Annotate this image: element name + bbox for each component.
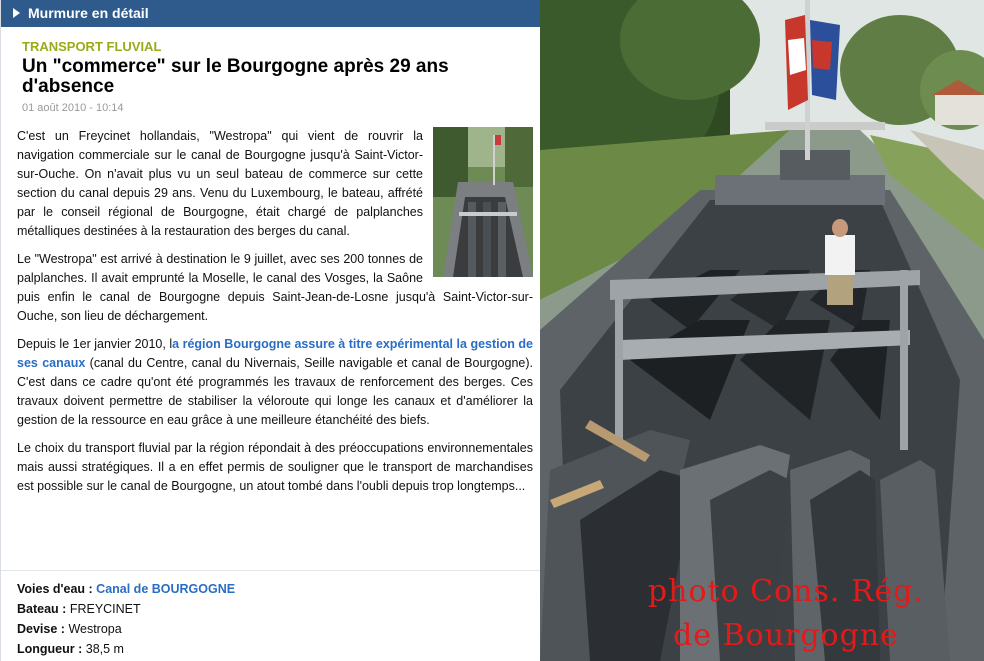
barge-photo (540, 0, 984, 661)
region-link[interactable]: a région Bourgogne assure à titre expérimental la gestion de ses canaux (17, 337, 533, 370)
thumbnail-image (433, 127, 533, 277)
voies-label: Voies d'eau : (17, 582, 93, 596)
info-row-voies (17, 579, 541, 599)
panel-header (1, 0, 541, 27)
longueur-value: 38,5 m (85, 642, 124, 656)
devise-value: Westropa (68, 622, 122, 636)
article-body (17, 127, 533, 496)
info-row-longueur (17, 639, 541, 659)
bateau-value: FREYCINET (69, 602, 141, 616)
paragraph-2: Le "Westropa" est arrivé à destination le 9 juillet, avec ses 200 tonnes de palplanches. Il avait emprunté la Moselle, le canal des Vosges, la Saône puis enfin le canal de Bourgogne depuis Saint-Jean-de-Losne jusqu'à Saint-Victor-sur-Ouche, son lieu de déchargement. (17, 252, 533, 323)
credit-line-2: de Bourgogne (673, 618, 899, 653)
article-date: 01 août 2010 - 10:14 (22, 102, 124, 114)
photo-credit (588, 570, 984, 658)
canal-link[interactable]: Canal de BOURGOGNE (96, 582, 236, 596)
bateau-label: Bateau : (17, 602, 67, 616)
article-content (1, 27, 541, 496)
barge-photo-image (540, 0, 984, 661)
article-thumbnail[interactable] (433, 127, 533, 277)
article-category: TRANSPORT FLUVIAL (22, 39, 162, 54)
arrow-right-icon (13, 8, 20, 18)
paragraph-3 (17, 335, 533, 430)
longueur-label: Longueur : (17, 642, 83, 656)
info-row-bateau (17, 599, 541, 619)
boat-info (1, 570, 541, 661)
paragraph-3-start: Depuis le 1er janvier 2010, l (17, 337, 173, 351)
credit-line-1: photo Cons. Rég. (647, 574, 925, 609)
article-title: Un "commerce" sur le Bourgogne après 29 ans d'absence (22, 56, 449, 97)
paragraph-3-end: (canal du Centre, canal du Nivernais, Seille navigable et canal de Bourgogne). C'est dans ce cadre qu'ont été programmés les travaux de renforcement des berges. Ces travaux doivent permettre de stabiliser la véloroute qui longe les canaux et d'améliorer la gestion de la ressource en eau grâce à une meilleure étanchéité des biefs. (17, 356, 533, 427)
paragraph-1: C'est un Freycinet hollandais, "Westropa" qui vient de rouvrir la navigation commerciale sur le canal de Bourgogne jusqu'à Saint-Victor-sur-Ouche. On n'avait plus vu un seul bateau de commerce sur cette section du canal depuis 29 ans. Venu du Luxembourg, le bateau, affrété par le conseil régional de Bourgogne, était chargé de palplanches métalliques destinées à la restauration des berges du canal. (17, 129, 423, 238)
paragraph-4: Le choix du transport fluvial par la région répondait à des préoccupations environnementales mais aussi stratégiques. Il a en effet permis de souligner que le transport de marchandises est possible sur le canal de Bourgogne, un atout tombé dans l'oubli depuis trop longtemps... (17, 441, 533, 493)
info-row-devise (17, 619, 541, 639)
panel-header-title: Murmure en détail (28, 5, 149, 21)
devise-label: Devise : (17, 622, 65, 636)
